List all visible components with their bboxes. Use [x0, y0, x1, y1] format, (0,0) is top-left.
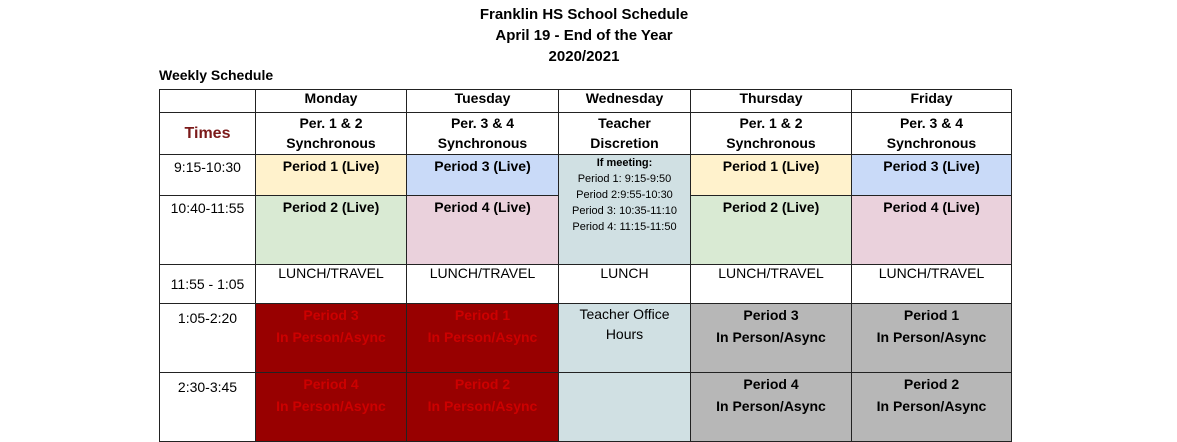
day-header: Tuesday: [407, 90, 559, 113]
period-label: Period 1: [454, 307, 511, 323]
weekly-schedule-heading: Weekly Schedule: [159, 67, 274, 83]
office-hours-cell: [559, 304, 691, 373]
period-cell: [852, 304, 1012, 373]
period-label: Period 3: [303, 307, 359, 323]
period-cell: [256, 373, 407, 442]
period-mode: In Person/Async: [716, 329, 826, 345]
period-label: Period 3: [743, 307, 799, 323]
period-cell: [852, 196, 1012, 265]
table-row: [160, 304, 1012, 373]
day-header: Monday: [256, 90, 407, 113]
period-cell: [256, 155, 407, 196]
time-cell: 9:15-10:30: [160, 155, 256, 196]
period-label: Period 3 (Live): [434, 158, 531, 174]
lunch-cell: LUNCH/TRAVEL: [691, 265, 852, 304]
period-cell: [407, 304, 559, 373]
sub-header-line: Per. 1 & 2: [739, 115, 803, 131]
meeting-line: Period 4: 11:15-11:50: [572, 221, 677, 233]
empty-cell: [559, 373, 691, 442]
time-cell: 11:55 - 1:05: [160, 265, 256, 304]
period-mode: In Person/Async: [427, 398, 538, 414]
title-line-3: 2020/2021: [548, 48, 620, 65]
meeting-line: Period 2:9:55-10:30: [576, 189, 673, 201]
time-cell: 2:30-3:45: [160, 373, 256, 442]
schedule-table: [159, 89, 1012, 442]
period-cell: [256, 304, 407, 373]
sub-header-line: Synchronous: [886, 135, 977, 151]
meeting-heading: If meeting:: [596, 157, 653, 169]
sub-header-line: Per. 3 & 4: [899, 115, 964, 131]
period-mode: In Person/Async: [876, 329, 987, 345]
time-cell: 10:40-11:55: [160, 196, 256, 265]
time-cell: 1:05-2:20: [160, 304, 256, 373]
day-header: Wednesday: [559, 90, 691, 113]
period-cell: [691, 304, 852, 373]
period-cell: [852, 373, 1012, 442]
period-mode: In Person/Async: [276, 329, 386, 345]
table-row: [160, 90, 1012, 113]
times-label: Times: [160, 113, 256, 155]
table-row: [160, 155, 1012, 196]
period-label: Period 4: [303, 376, 359, 392]
sub-header-line: Synchronous: [726, 135, 816, 151]
corner-cell: [160, 90, 256, 113]
period-cell: [691, 373, 852, 442]
period-mode: In Person/Async: [276, 398, 386, 414]
period-label: Period 2 (Live): [722, 199, 820, 215]
day-header: Friday: [852, 90, 1012, 113]
period-mode: In Person/Async: [716, 398, 826, 414]
sub-header-line: Per. 1 & 2: [299, 115, 363, 131]
period-label: Period 1 (Live): [282, 158, 380, 174]
sub-header-line: Per. 3 & 4: [450, 115, 515, 131]
sub-header-line: Teacher: [598, 115, 651, 131]
period-cell: [407, 155, 559, 196]
period-label: Period 4: [743, 376, 799, 392]
table-row: [160, 265, 1012, 304]
period-cell: [407, 196, 559, 265]
office-hours-line: Hours: [605, 326, 644, 342]
lunch-cell: LUNCH/TRAVEL: [852, 265, 1012, 304]
title-line-1: Franklin HS School Schedule: [479, 6, 689, 23]
sub-header-line: Discretion: [590, 135, 659, 151]
period-cell: [407, 373, 559, 442]
period-label: Period 2: [454, 376, 511, 392]
period-mode: In Person/Async: [876, 398, 987, 414]
office-hours-line: Teacher Office: [579, 306, 670, 322]
table-row: [160, 373, 1012, 442]
sub-header-cell: [852, 113, 1012, 155]
period-label: Period 2 (Live): [282, 199, 380, 215]
title-line-2: April 19 - End of the Year: [495, 27, 673, 44]
sub-header-cell: [691, 113, 852, 155]
period-label: Period 1: [903, 307, 960, 323]
sub-header-line: Synchronous: [286, 135, 376, 151]
sub-header-cell: [559, 113, 691, 155]
lunch-cell: LUNCH/TRAVEL: [407, 265, 559, 304]
period-label: Period 4 (Live): [883, 199, 980, 215]
period-cell: [256, 196, 407, 265]
sub-header-cell: [256, 113, 407, 155]
lunch-cell: LUNCH: [559, 265, 691, 304]
period-mode: In Person/Async: [427, 329, 538, 345]
wednesday-meeting-cell: [559, 155, 691, 265]
period-label: Period 4 (Live): [434, 199, 531, 215]
meeting-line: Period 1: 9:15-9:50: [577, 173, 672, 185]
table-row: [160, 113, 1012, 155]
period-cell: [852, 155, 1012, 196]
period-cell: [691, 155, 852, 196]
sub-header-line: Synchronous: [437, 135, 528, 151]
sub-header-cell: [407, 113, 559, 155]
period-cell: [691, 196, 852, 265]
day-header: Thursday: [691, 90, 852, 113]
lunch-cell: LUNCH/TRAVEL: [256, 265, 407, 304]
period-label: Period 2: [903, 376, 960, 392]
meeting-line: Period 3: 10:35-11:10: [572, 205, 677, 217]
period-label: Period 1 (Live): [722, 158, 820, 174]
schedule-title: [384, 4, 784, 67]
period-label: Period 3 (Live): [883, 158, 980, 174]
